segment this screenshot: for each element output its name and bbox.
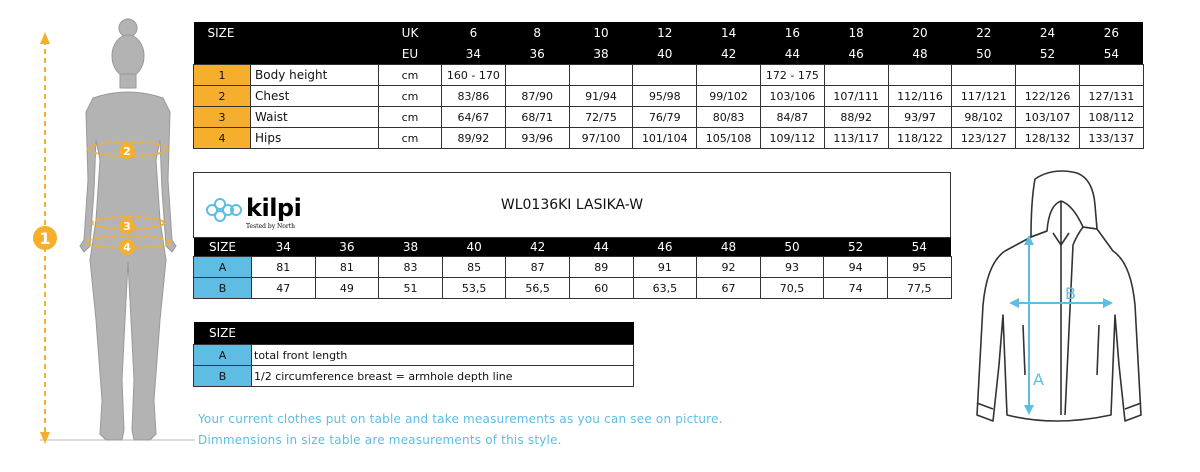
height-marker-label: 1 — [39, 229, 51, 248]
value-cell — [633, 65, 697, 86]
header-cell — [251, 22, 379, 43]
waist-marker-label: 3 — [123, 220, 131, 233]
row-label: Hips — [251, 128, 379, 149]
header-cell: UK — [379, 22, 442, 43]
value-cell: 93/97 — [888, 107, 952, 128]
brand-name: kilpi — [246, 194, 302, 222]
a-arrow-bottom — [1024, 405, 1034, 415]
value-cell: 113/117 — [824, 128, 888, 149]
value-cell — [888, 65, 952, 86]
value-cell — [1016, 65, 1080, 86]
b-arrow-left — [1009, 298, 1019, 308]
unit-cell: cm — [379, 128, 442, 149]
row-label: B — [194, 366, 252, 387]
value-cell: 99/102 — [697, 86, 761, 107]
row-number: 3 — [194, 107, 251, 128]
a-marker-label: A — [1033, 370, 1044, 389]
header-cell: 46 — [633, 238, 697, 257]
header-cell: 12 — [633, 22, 697, 43]
model-title: WL0136KI LASIKA-W — [500, 197, 644, 213]
chest-row — [194, 86, 1144, 107]
value-cell: 172 - 175 — [760, 65, 824, 86]
value-cell — [505, 65, 569, 86]
row-label: A — [194, 345, 252, 366]
value-cell: 53,5 — [442, 278, 506, 299]
header-cell: 48 — [697, 238, 761, 257]
header-cell: 10 — [569, 22, 633, 43]
value-cell: 81 — [315, 257, 379, 278]
value-cell: 103/107 — [1016, 107, 1080, 128]
legend-header-row — [194, 322, 634, 345]
legend-row-a — [194, 345, 634, 366]
value-cell: 122/126 — [1016, 86, 1080, 107]
value-cell: 67 — [697, 278, 761, 299]
header-cell — [251, 43, 379, 65]
value-cell: 81 — [252, 257, 316, 278]
value-cell: 88/92 — [824, 107, 888, 128]
header-cell: 44 — [569, 238, 633, 257]
value-cell: 123/127 — [952, 128, 1016, 149]
garment-header-row — [194, 238, 952, 257]
chest-marker-label: 2 — [123, 145, 131, 158]
header-cell: 34 — [252, 238, 316, 257]
value-cell: 89 — [569, 257, 633, 278]
header-cell: 16 — [760, 22, 824, 43]
row-label: B — [194, 278, 252, 299]
header-cell: 40 — [633, 43, 697, 65]
value-cell: 47 — [252, 278, 316, 299]
header-cell: 36 — [315, 238, 379, 257]
header-cell: SIZE — [194, 22, 251, 43]
header-cell: 50 — [760, 238, 824, 257]
header-cell — [252, 322, 634, 345]
size-header-eu-row — [194, 43, 1144, 65]
header-cell: 22 — [952, 22, 1016, 43]
header-cell: SIZE — [194, 322, 252, 345]
value-cell — [952, 65, 1016, 86]
row-number: 4 — [194, 128, 251, 149]
hips-marker-label: 4 — [123, 241, 131, 254]
value-cell: 105/108 — [697, 128, 761, 149]
value-cell: 72/75 — [569, 107, 633, 128]
legend-description: 1/2 circumference breast = armhole depth line — [252, 366, 634, 387]
header-cell: 52 — [1016, 43, 1080, 65]
value-cell: 64/67 — [442, 107, 506, 128]
header-cell: EU — [379, 43, 442, 65]
header-cell: 46 — [824, 43, 888, 65]
height-arrow-top — [40, 32, 50, 44]
value-cell: 83/86 — [442, 86, 506, 107]
header-cell: 26 — [1079, 22, 1143, 43]
value-cell: 77,5 — [887, 278, 951, 299]
header-cell: 54 — [1079, 43, 1143, 65]
value-cell: 56,5 — [506, 278, 570, 299]
value-cell: 97/100 — [569, 128, 633, 149]
value-cell: 92 — [697, 257, 761, 278]
header-cell: 38 — [569, 43, 633, 65]
unit-cell: cm — [379, 65, 442, 86]
value-cell: 133/137 — [1079, 128, 1143, 149]
hips-row — [194, 128, 1144, 149]
garment-row-a — [194, 257, 952, 278]
value-cell: 93/96 — [505, 128, 569, 149]
header-cell: 24 — [1016, 22, 1080, 43]
dimension-note: Dimmensions in size table are measurements of this style. — [198, 433, 562, 447]
value-cell: 68/71 — [505, 107, 569, 128]
unit-cell: cm — [379, 107, 442, 128]
body-figure-illustration — [0, 0, 195, 472]
header-cell: 36 — [505, 43, 569, 65]
value-cell: 83 — [379, 257, 443, 278]
header-cell: 50 — [952, 43, 1016, 65]
value-cell: 98/102 — [952, 107, 1016, 128]
value-cell — [824, 65, 888, 86]
row-label: Body height — [251, 65, 379, 86]
value-cell: 95/98 — [633, 86, 697, 107]
value-cell — [697, 65, 761, 86]
measurement-legend-table — [193, 322, 634, 387]
header-cell: 34 — [442, 43, 506, 65]
waist-row — [194, 107, 1144, 128]
size-header-uk-row — [194, 22, 1144, 43]
b-marker-label: B — [1065, 284, 1076, 303]
b-arrow-right — [1103, 298, 1113, 308]
value-cell: 74 — [824, 278, 888, 299]
body-height-row — [194, 65, 1144, 86]
header-cell: 40 — [442, 238, 506, 257]
body-size-table — [193, 22, 1144, 149]
value-cell: 117/121 — [952, 86, 1016, 107]
value-cell: 91 — [633, 257, 697, 278]
garment-size-table — [193, 238, 952, 299]
header-cell: 8 — [505, 22, 569, 43]
header-cell: 18 — [824, 22, 888, 43]
jacket-outline — [977, 171, 1141, 421]
value-cell: 63,5 — [633, 278, 697, 299]
value-cell: 103/106 — [760, 86, 824, 107]
row-label: Waist — [251, 107, 379, 128]
value-cell: 49 — [315, 278, 379, 299]
header-cell: SIZE — [194, 238, 252, 257]
value-cell: 160 - 170 — [442, 65, 506, 86]
header-cell: 42 — [697, 43, 761, 65]
brand-tagline: Tested by North — [246, 223, 296, 230]
header-cell: 48 — [888, 43, 952, 65]
garment-row-b — [194, 278, 952, 299]
value-cell: 87/90 — [505, 86, 569, 107]
value-cell: 70,5 — [760, 278, 824, 299]
height-arrow-bottom — [40, 432, 50, 444]
value-cell — [569, 65, 633, 86]
legend-row-b — [194, 366, 634, 387]
value-cell: 127/131 — [1079, 86, 1143, 107]
value-cell: 101/104 — [633, 128, 697, 149]
unit-cell: cm — [379, 86, 442, 107]
header-cell: 44 — [760, 43, 824, 65]
header-cell: 52 — [824, 238, 888, 257]
value-cell: 95 — [887, 257, 951, 278]
header-cell: 14 — [697, 22, 761, 43]
value-cell: 93 — [760, 257, 824, 278]
value-cell: 128/132 — [1016, 128, 1080, 149]
header-cell: 54 — [887, 238, 951, 257]
value-cell: 80/83 — [697, 107, 761, 128]
legend-description: total front length — [252, 345, 634, 366]
header-cell: 38 — [379, 238, 443, 257]
row-label: Chest — [251, 86, 379, 107]
row-number: 1 — [194, 65, 251, 86]
value-cell: 76/79 — [633, 107, 697, 128]
row-label: A — [194, 257, 252, 278]
row-number: 2 — [194, 86, 251, 107]
value-cell — [1079, 65, 1143, 86]
value-cell: 51 — [379, 278, 443, 299]
header-cell — [194, 43, 251, 65]
header-cell: 20 — [888, 22, 952, 43]
value-cell: 118/122 — [888, 128, 952, 149]
value-cell: 85 — [442, 257, 506, 278]
measurement-note: Your current clothes put on table and take measurements as you can see on picture. — [198, 412, 723, 426]
value-cell: 107/111 — [824, 86, 888, 107]
value-cell: 84/87 — [760, 107, 824, 128]
header-cell: 6 — [442, 22, 506, 43]
value-cell: 60 — [569, 278, 633, 299]
value-cell: 89/92 — [442, 128, 506, 149]
value-cell: 91/94 — [569, 86, 633, 107]
value-cell: 94 — [824, 257, 888, 278]
value-cell: 109/112 — [760, 128, 824, 149]
value-cell: 108/112 — [1079, 107, 1143, 128]
value-cell: 87 — [506, 257, 570, 278]
value-cell: 112/116 — [888, 86, 952, 107]
jacket-illustration — [965, 165, 1155, 440]
header-cell: 42 — [506, 238, 570, 257]
model-header-box — [193, 172, 951, 238]
